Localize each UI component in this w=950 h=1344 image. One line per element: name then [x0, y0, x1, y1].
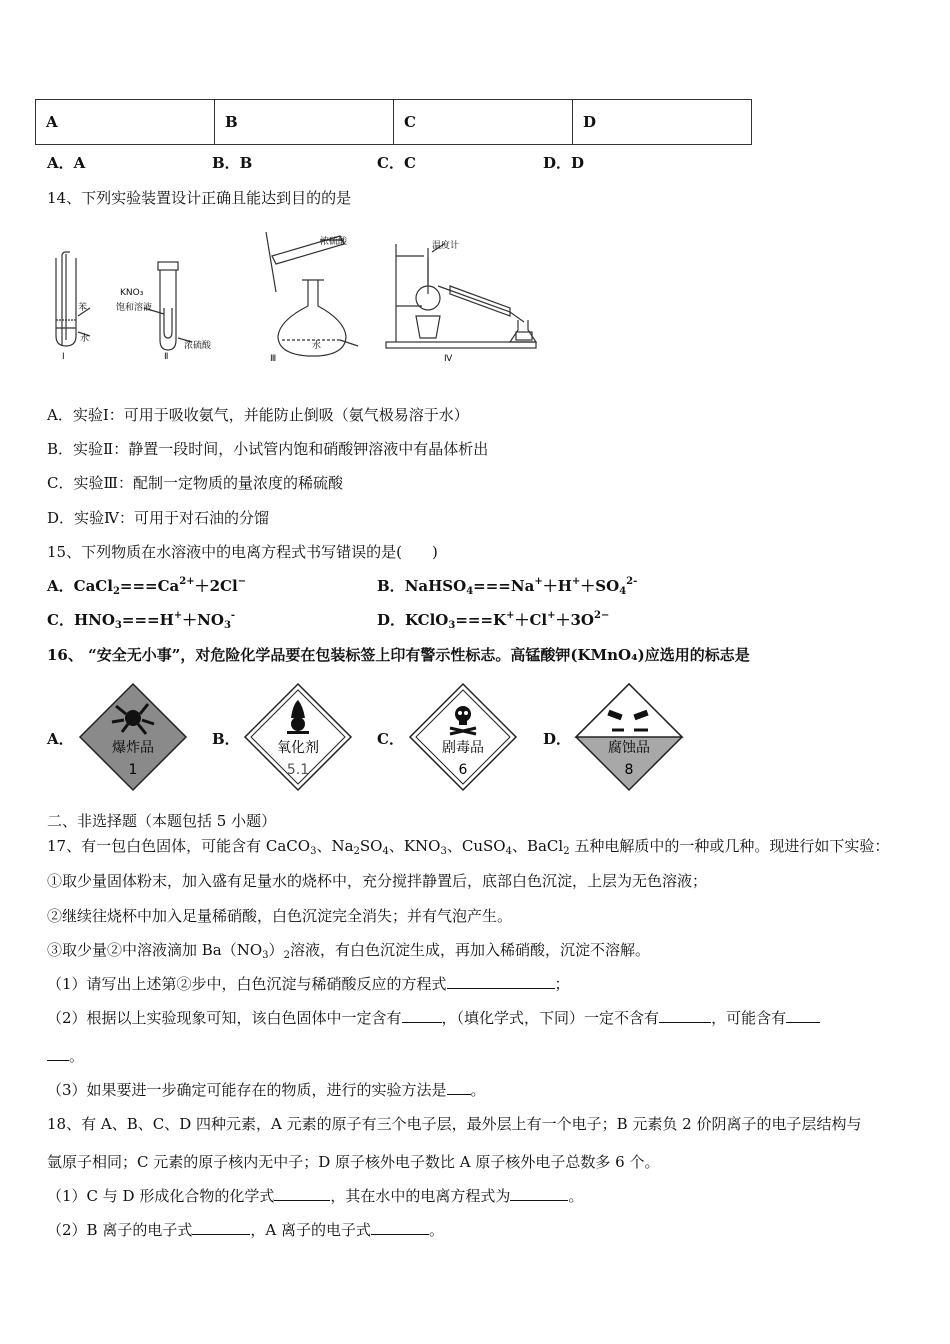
- answer-blank[interactable]: [447, 974, 555, 989]
- q13-option-b: B．B: [212, 154, 253, 172]
- q13-table-cell: B: [215, 100, 394, 145]
- q14-option-a: A．实验Ⅰ：可用于吸收氨气，并能防止倒吸（氨气极易溶于水）: [47, 406, 469, 424]
- q15-option-a: A．$CaCl_2===Ca^{2+}+2Cl^-$: [47, 576, 247, 597]
- answer-blank[interactable]: [786, 1008, 820, 1023]
- q16-letter-a: A．: [47, 730, 74, 748]
- answer-blank[interactable]: [402, 1008, 442, 1023]
- answer-blank[interactable]: [447, 1080, 471, 1095]
- q15-option-c: C．$HNO_3===H^++NO_3^-$: [47, 610, 236, 631]
- section-heading: 二、非选择题（本题包括 5 小题）: [47, 812, 277, 830]
- label-roman-2: Ⅱ: [164, 352, 169, 362]
- sign-number: 1: [128, 762, 138, 778]
- label-water-1: 水: [80, 334, 90, 344]
- q13-table-cell: C: [394, 100, 573, 145]
- label-thermometer: 温度计: [432, 241, 460, 251]
- q13-table-cell: D: [573, 100, 752, 145]
- q16-letter-c: C．: [377, 730, 404, 748]
- sign-label: 氧化剂: [277, 740, 319, 756]
- sign-number: 8: [624, 762, 634, 778]
- label-water-2: 水: [312, 341, 322, 351]
- q17-step2: ②继续往烧杯中加入足量稀硝酸，白色沉淀完全消失；并有气泡产生。: [47, 907, 513, 925]
- q16-stem: 16、 “安全无小事”，对危险化学品要在包装标签上印有警示性标志。高锰酸钾(KMnO₄)应选用的标志是: [47, 646, 750, 664]
- answer-blank[interactable]: [510, 1186, 568, 1201]
- toxic-sign-icon: [408, 682, 518, 792]
- q13-table-cell: A: [36, 100, 215, 145]
- q16-letter-b: B．: [212, 730, 240, 748]
- label-roman-1: Ⅰ: [62, 352, 65, 362]
- q14-option-d: D．实验Ⅳ：可用于对石油的分馏: [47, 509, 270, 527]
- q13-options-table: [35, 99, 752, 145]
- q15-option-b: B．$NaHSO_4===Na^++H^++SO_4^{2-}$: [377, 576, 638, 597]
- q16-letter-d: D．: [543, 730, 572, 748]
- label-conc-h2so4-1: 浓硫酸: [184, 341, 212, 351]
- label-roman-3: Ⅲ: [270, 354, 277, 364]
- oxidizer-sign-icon: [243, 682, 353, 792]
- q15-option-d: D．$KClO_3===K^++Cl^++3O^{2-}$: [377, 610, 610, 631]
- q15-stem: 15、下列物质在水溶液中的电离方程式书写错误的是( ): [47, 543, 438, 561]
- q14-option-b: B．实验Ⅱ：静置一段时间，小试管内饱和硝酸钾溶液中有晶体析出: [47, 440, 489, 458]
- q14-stem: 14、下列实验装置设计正确且能达到目的的是: [47, 189, 352, 207]
- answer-blank[interactable]: [47, 1046, 69, 1061]
- q13-option-d: D．D: [543, 154, 585, 172]
- label-conc-h2so4-2: 浓硫酸: [320, 237, 348, 247]
- answer-blank[interactable]: [659, 1008, 711, 1023]
- q17-sub2-cont: 。: [47, 1045, 84, 1066]
- label-saturated: 饱和溶液: [116, 303, 153, 313]
- sign-label: 剧毒品: [442, 740, 484, 756]
- q14-option-c: C．实验Ⅲ：配制一定物质的量浓度的稀硫酸: [47, 474, 343, 492]
- sign-label: 腐蚀品: [608, 740, 650, 756]
- q13-option-c: C．C: [377, 154, 416, 172]
- corrosive-sign-icon: [574, 682, 684, 792]
- sign-number: 6: [458, 762, 468, 778]
- q13-option-a: A．A: [47, 154, 86, 172]
- q17-stem: 17、有一包白色固体，可能含有 CaCO$_3$、$Na_2SO_4$、$KNO_3$、CuSO$_4$、BaCl$_2$ 五种电解质中的一种或几种。现进行如下实验：: [47, 837, 890, 857]
- q18-line1: 18、有 A、B、C、D 四种元素，A 元素的原子有三个电子层，最外层上有一个电子；B 元素负 2 价阴离子的电子层结构与: [47, 1115, 862, 1133]
- q17-sub2: （2）根据以上实验现象可知，该白色固体中一定含有 ，（填化学式，下同）一定不含有 ，可能含有: [47, 1007, 820, 1028]
- answer-blank[interactable]: [274, 1186, 330, 1201]
- q17-step3: ③取少量②中溶液滴加 $Ba(NO_3)_2$溶液，有白色沉淀生成，再加入稀硝酸，沉淀不溶解。: [47, 941, 650, 961]
- q18-sub1: （1）C 与 D 形成化合物的化学式 ，其在水中的电离方程式为 。: [47, 1187, 584, 1205]
- label-benzene: 苯: [78, 303, 88, 313]
- q18-sub2: （2）B 离子的电子式 ，A 离子的电子式 。: [47, 1221, 444, 1239]
- q17-sub1: （1）请写出上述第②步中，白色沉淀与稀硝酸反应的方程式 ；: [47, 975, 570, 993]
- explosive-sign-icon: [78, 682, 188, 792]
- q17-sub3: （3）如果要进一步确定可能存在的物质，进行的实验方法是 。: [47, 1081, 486, 1099]
- answer-blank[interactable]: [371, 1220, 429, 1235]
- answer-blank[interactable]: [192, 1220, 250, 1235]
- q14-apparatus-figure: [40, 228, 560, 370]
- sign-label: 爆炸品: [112, 740, 154, 756]
- label-roman-4: Ⅳ: [444, 354, 453, 364]
- label-kno3: KNO₃: [120, 288, 144, 298]
- sign-number: 5.1: [286, 762, 310, 778]
- q17-step1: ①取少量固体粉末，加入盛有足量水的烧杯中，充分搅拌静置后，底部白色沉淀，上层为无色溶液；: [47, 872, 708, 890]
- q18-line2: 氩原子相同；C 元素的原子核内无中子；D 原子核外电子数比 A 原子核外电子总数多 6 个。: [47, 1153, 660, 1171]
